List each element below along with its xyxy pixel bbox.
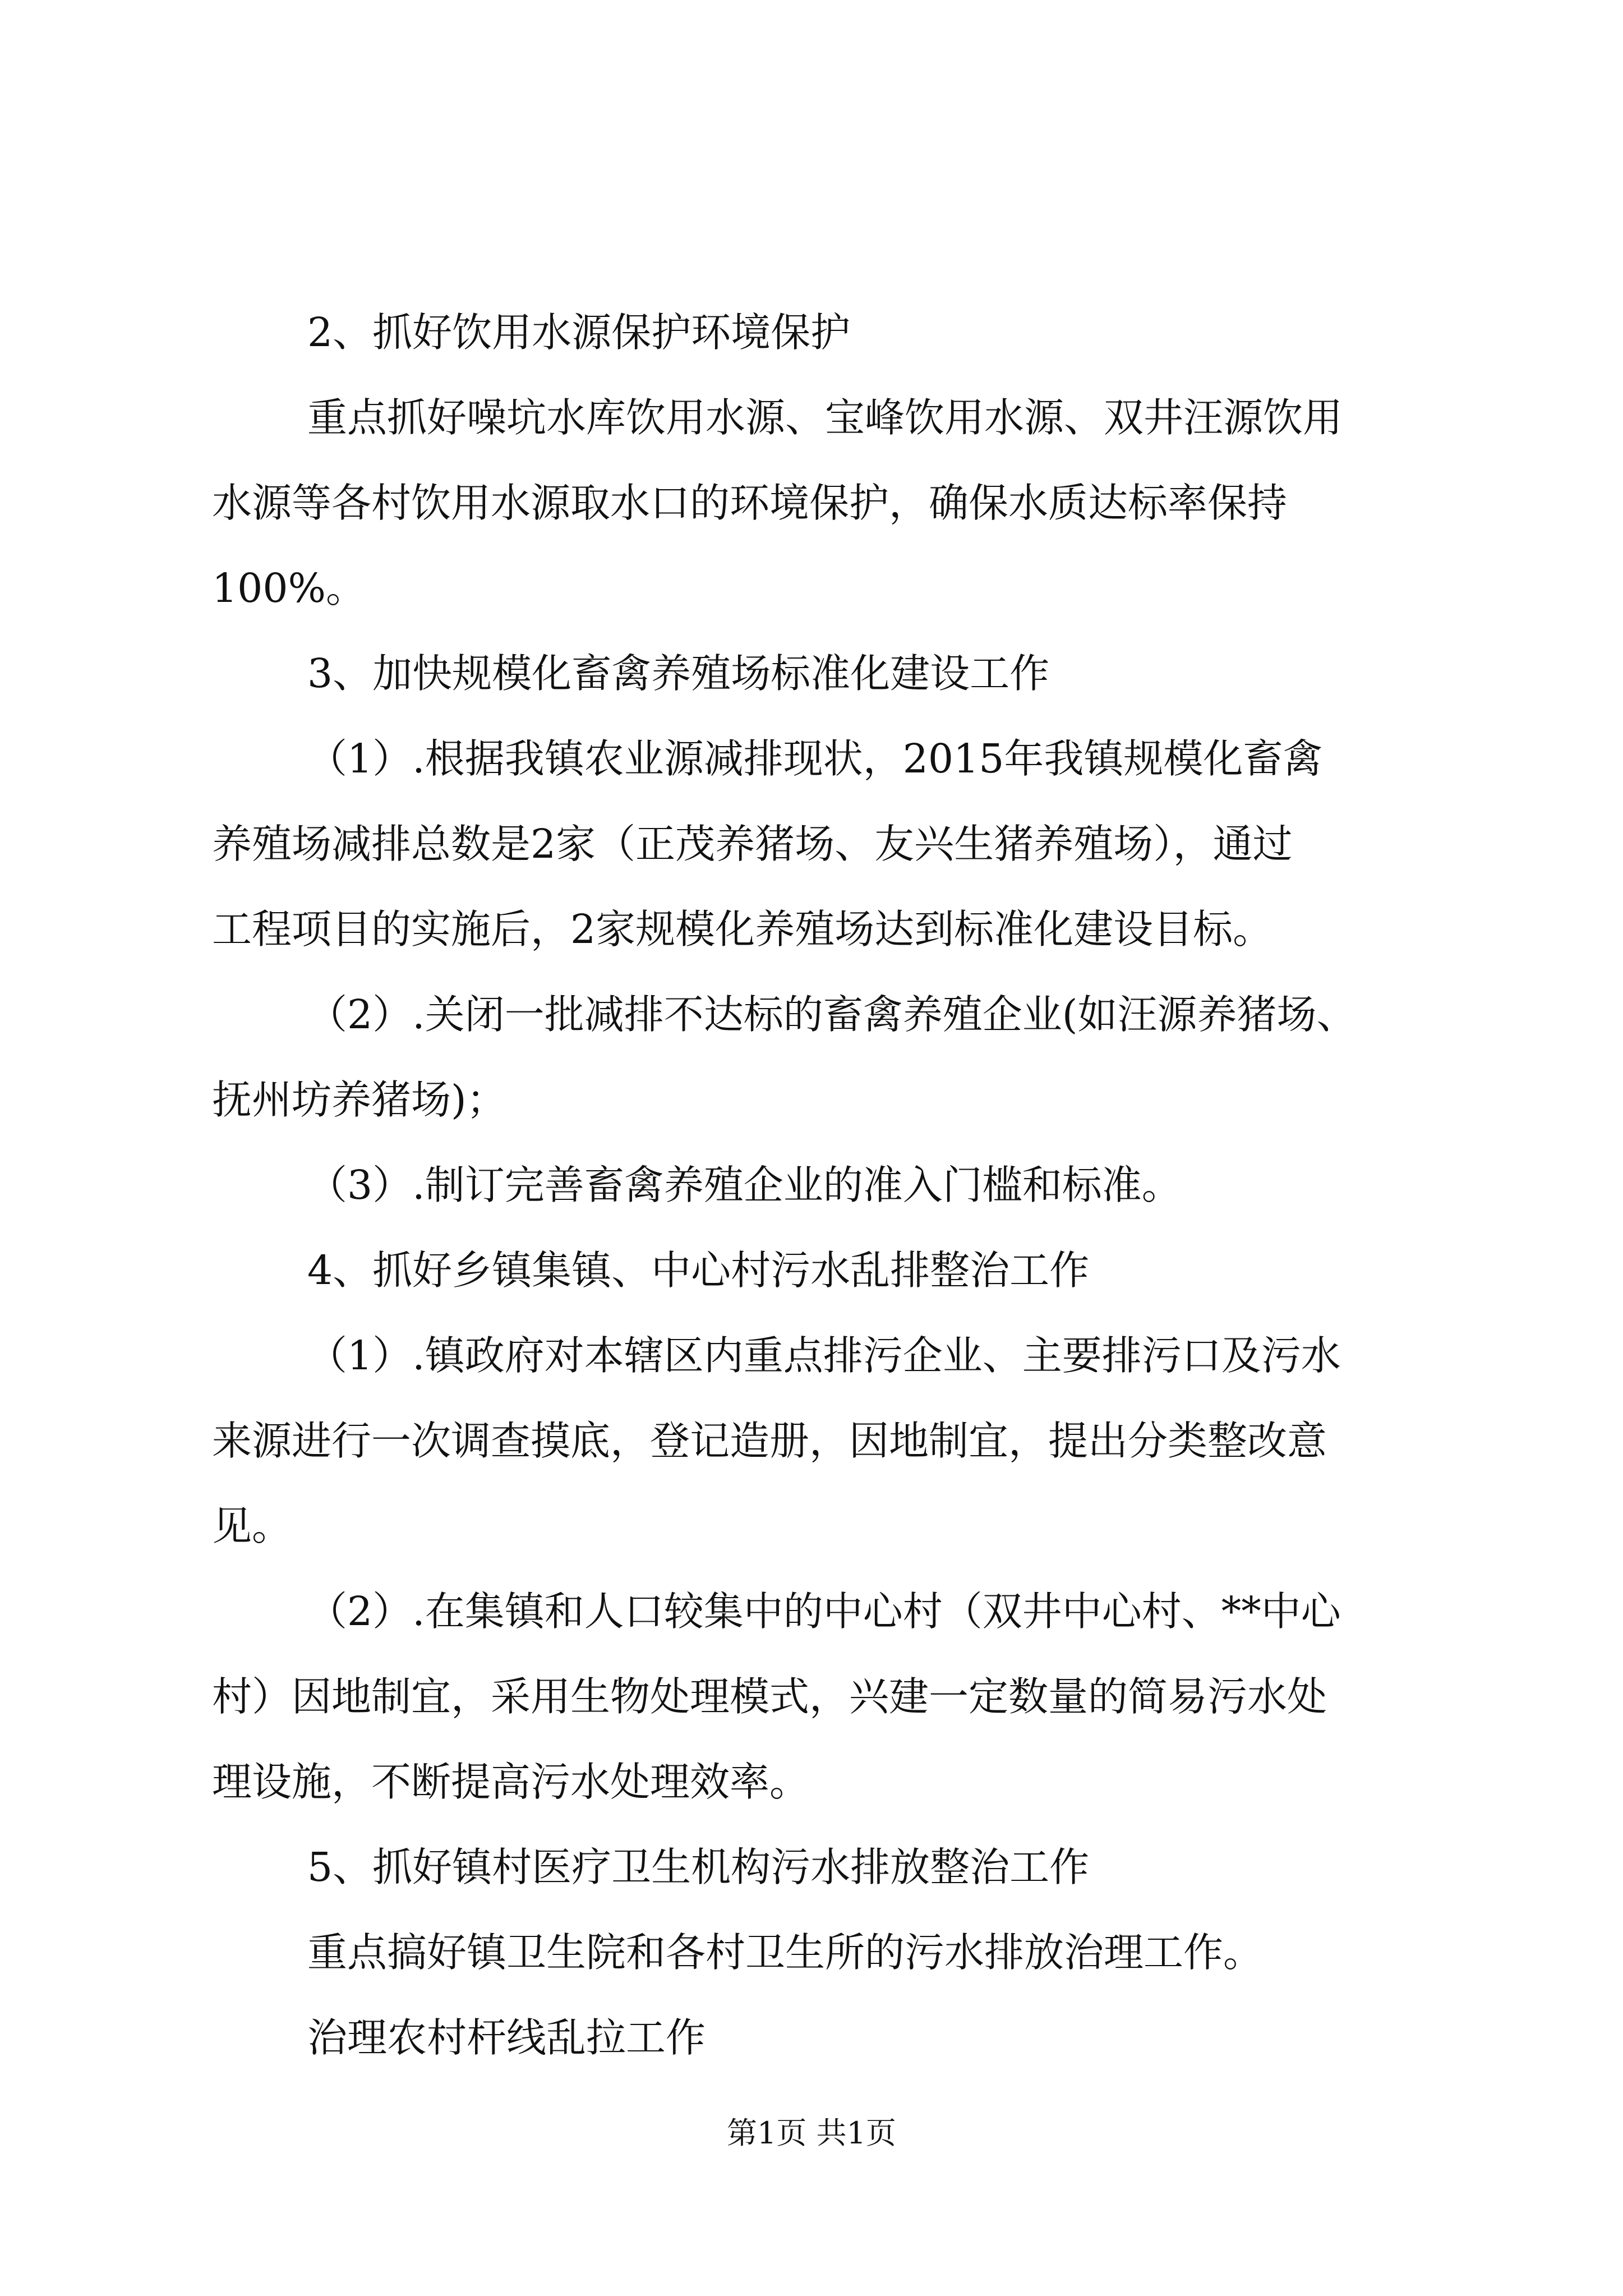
paragraph-line: 来源进行一次调查摸底，登记造册，因地制宜，提出分类整改意 [212,1418,1327,1464]
paragraph-line: 理设施，不断提高污水处理效率。 [212,1759,810,1805]
paragraph-line: （1）.根据我镇农业源减排现状，2015年我镇规模化畜禽 [307,735,1323,782]
heading-4: 4、抓好乡镇集镇、中心村污水乱排整治工作 [307,1247,1090,1294]
paragraph-line: （2）.关闭一批减排不达标的畜禽养殖企业(如汪源养猪场、 [307,991,1357,1038]
heading-2: 2、抓好饮用水源保护环境保护 [307,309,851,356]
paragraph-line: 100%。 [212,565,366,611]
paragraph-line: 见。 [212,1503,292,1549]
heading-5: 5、抓好镇村医疗卫生机构污水排放整治工作 [307,1844,1090,1890]
paragraph-line: 抚州坊养猪场)； [212,1076,506,1123]
paragraph-line: 村）因地制宜，采用生物处理模式，兴建一定数量的简易污水处 [212,1673,1327,1720]
paragraph-line: （3）.制订完善畜禽养殖企业的准入门槛和标准。 [307,1162,1182,1208]
page-footer: 第1页 共1页 [727,2115,896,2151]
paragraph-line: 工程项目的实施后，2家规模化养殖场达到标准化建设目标。 [212,906,1273,953]
paragraph-line: 重点抓好噪坑水库饮用水源、宝峰饮用水源、双井汪源饮用 [307,394,1343,441]
paragraph-line: （1）.镇政府对本辖区内重点排污企业、主要排污口及污水 [307,1332,1341,1379]
paragraph-line: 治理农村杆线乱拉工作 [307,2014,706,2061]
paragraph-line: 水源等各村饮用水源取水口的环境保护，确保水质达标率保持 [212,480,1288,526]
paragraph-line: （2）.在集镇和人口较集中的中心村（双井中心村、**中心 [307,1588,1341,1635]
paragraph-line: 养殖场减排总数是2家（正茂养猪场、友兴生猪养殖场），通过 [212,821,1293,867]
heading-3: 3、加快规模化畜禽养殖场标准化建设工作 [307,650,1050,697]
paragraph-line: 重点搞好镇卫生院和各村卫生所的污水排放治理工作。 [307,1929,1264,1976]
